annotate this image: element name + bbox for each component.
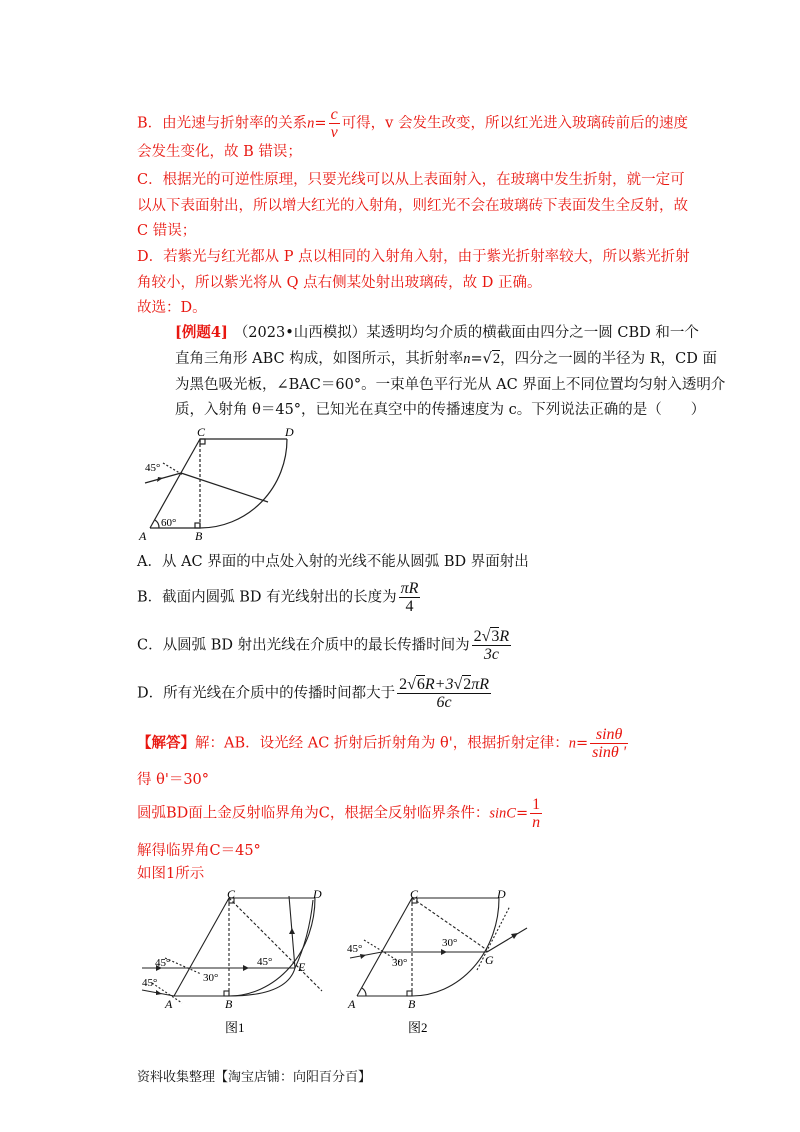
fig2-label-g: G [485,953,494,967]
example-line2-prefix: 直角三角形 ABC 构成，如图所示，其折射率 [175,351,464,367]
prev-solution-b-line2: 会发生变化，故 B 错误； [137,144,302,160]
option-d-prefix: D．所有光线在介质中的传播时间都大于 [137,685,396,702]
example-line4: 质，入射角 θ＝45°，已知光在真空中的传播速度为 c。下列说法正确的是（ ） [175,402,706,418]
option-c [137,628,513,663]
snell-den: sinθ ' [592,744,627,761]
n-symbol: n [463,351,471,367]
fig1-label-a: A [165,997,173,1011]
fig1-arrow-2 [243,965,249,971]
solution-line2: 得 θ'＝30° [137,772,210,788]
fig1-label-d: D [313,888,322,901]
example-line1 [175,323,699,343]
option-d-den: 6c [397,693,491,711]
fig2-caption: 图2 [408,1020,428,1035]
fig1-arc [229,898,315,996]
d-num-sqrt6: 6 [416,676,425,693]
fig2-label-c: C [410,888,419,901]
option-b-num: πR [400,580,419,597]
option-b [137,580,422,615]
fig2-edge-ac [357,898,412,996]
prev-solution-c-line2: 以从下表面射出，所以增大红光的入射角，则红光不会在玻璃砖下表面发生全反射，故 [137,198,688,214]
c-num-sqrt: 3 [491,628,500,645]
option-c-den: 3c [472,645,512,663]
b-line1-suffix: 可得，v 会发生改变，所以红光进入玻璃砖前后的速度 [341,115,688,132]
solution-line3-text: 圆弧BD面上金反射临界角为C，根据全反射临界条件： [137,805,490,822]
d-num-sqrt2: 2 [463,676,472,693]
snell-lhs: n [568,735,576,752]
fig1-right-angle-b [224,991,229,996]
solution-line3: 圆弧BD面上金反射临界角为C，根据全反射临界条件：sinC= $\frac{1}{n}$ [137,796,541,831]
b-formula-fraction [329,106,340,141]
option-d [137,676,493,711]
fig2-label-a: A [348,997,356,1011]
fig1-angle-30: 30° [203,972,219,984]
label-d: D [285,425,294,439]
prev-solution-b-line1: B．由光速与折射率的关系n= $\frac{c}{v}$ 可得，v 会发生改变，所以红光进入玻璃砖前后的速度 [137,106,688,141]
fig2-arrow-2 [441,949,447,955]
option-a: A．从 AC 界面的中点处入射的光线不能从圆弧 BD 界面射出 [137,554,529,570]
fig1-label-e: E [298,960,306,974]
d-num-c: πR [471,676,490,693]
b-line1-prefix: B．由光速与折射率的关系 [137,115,308,132]
fig1-arrow-4 [156,990,162,995]
snell-num: sinθ [595,726,623,743]
option-d-fraction [397,676,491,711]
snell-fraction [590,726,628,761]
angle-arc-60 [155,520,159,528]
fig2-angle-arc-a [362,988,366,996]
label-a: A [139,529,147,542]
fig1-angle-45b: 45° [142,977,158,989]
option-b-prefix: B．截面内圆弧 BD 有光线射出的长度为 [137,589,397,606]
fig2-right-angle-b [407,991,412,996]
label-c: C [197,425,206,439]
example-line3: 为黑色吸光板，∠BAC＝60°。一束单色平行光从 AC 界面上不同位置均匀射入透明介 [175,377,726,393]
fig2-angle-45: 45° [347,943,363,955]
fig1-edge-ac [174,898,229,996]
example-tag: [例题4] [175,324,228,341]
b-formula-den: v [330,124,338,141]
angle-45-label: 45° [145,462,161,474]
fig1-ce-dashed [229,898,322,991]
fig2-angle-30a: 30° [442,937,458,949]
d-num-b: R+3 [424,676,454,693]
fig1-caption: 图1 [225,1020,245,1035]
footer: 资料收集整理【淘宝店铺：向阳百分百】 [137,1070,372,1085]
prev-solution-d-line2: 角较小，所以紫光将从 Q 点右侧某处射出玻璃砖，故 D 正确。 [137,275,542,291]
label-b: B [195,529,203,542]
edge-ac [150,439,200,528]
option-b-den: 4 [399,597,421,615]
prev-solution-answer: 故选：D。 [137,300,207,316]
prev-solution-c-line1: C．根据光的可逆性原理，只要光线可以从上表面射入，在玻璃中发生折射，就一定可 [137,172,685,188]
crit-den: n [532,814,541,831]
fig1-angle-45c: 45° [257,956,273,968]
figure-2 [342,888,542,1036]
option-c-fraction [472,628,512,663]
b-formula-num: c [330,106,338,123]
solution-line5: 如图1所示 [137,866,205,882]
fig2-label-b: B [408,997,416,1011]
angle-60-label: 60° [161,517,177,529]
option-d-num: 2√6R+3√2πR [399,676,490,693]
fig1-ray-lower-path [174,900,313,996]
crit-lhs: sinC [489,805,516,822]
c-num-var: R [499,628,510,645]
crit-fraction [530,796,542,831]
b-formula-lhs: n [307,115,315,132]
option-c-num: 2√3R [473,628,510,645]
d-num-a: 2 [399,676,408,693]
fig1-label-c: C [227,888,236,901]
option-c-prefix: C．从圆弧 BD 射出光线在介质中的最长传播时间为 [137,637,470,654]
c-num-coef: 2 [473,628,482,645]
prev-solution-c-line3: C 错误； [137,223,197,239]
right-angle-mark-c [200,439,205,444]
fig1-arrow-3 [289,928,295,934]
right-angle-mark-b [195,523,200,528]
example-line2-suffix: ，四分之一圆的半径为 R，CD 面 [500,351,717,367]
example-line2: 直角三角形 ABC 构成，如图所示，其折射率n=√2，四分之一圆的半径为 R，CD 面 [175,351,717,367]
fig2-arrow-3 [511,933,518,939]
solution-line1-text: 解：AB．设光经 AC 折射后折射角为 θ'，根据折射定律： [195,735,569,752]
example-source: （2023•山西模拟） [233,325,367,341]
main-figure [135,420,305,542]
solution-line4: 解得临界角C＝45° [137,843,261,859]
solution-tag: 【解答】 [137,734,195,752]
prev-solution-d-line1: D．若紫光与红光都从 P 点以相同的入射角入射，由于紫光折射率较大，所以紫光折射 [137,249,690,265]
solution-line1: 【解答】解：AB．设光经 AC 折射后折射角为 θ'，根据折射定律：n= $\frac{\sin\theta}{\sin\theta '}$ [137,726,627,761]
refracted-ray [181,473,268,502]
figure-1 [137,888,337,1036]
sqrt-value: 2 [492,351,501,367]
fig1-label-b: B [225,997,233,1011]
fig2-label-d: D [497,888,506,901]
fig2-angle-30b: 30° [392,957,408,969]
fig1-angle-45a: 45° [155,957,171,969]
crit-num: 1 [532,796,541,813]
option-b-fraction [399,580,421,615]
example-line1-text: 某透明均匀介质的横截面由四分之一圆 CBD 和一个 [366,325,699,341]
